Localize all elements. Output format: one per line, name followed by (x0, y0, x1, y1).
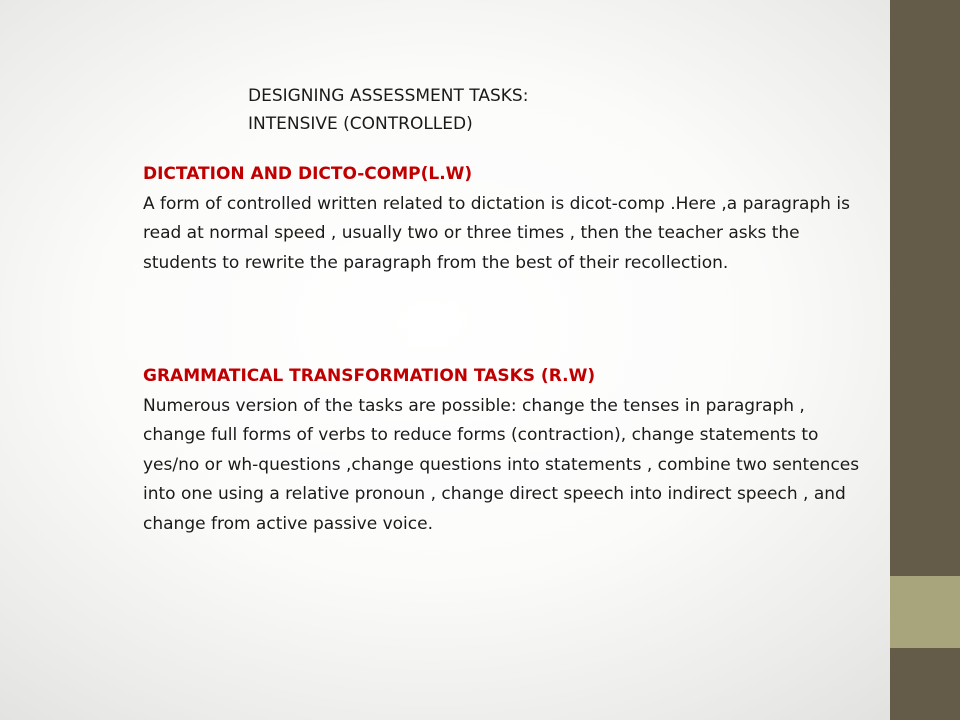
section-body: A form of controlled written related to dictation is dicot-comp .Here ,a paragraph is read at normal speed , usually two or three times , then the teacher asks the students to rewrite the paragraph from the best of their recollection. (143, 193, 850, 273)
section-grammatical-transformation (143, 362, 863, 539)
section-heading: DICTATION AND DICTO-COMP(L.W) (143, 164, 473, 184)
sidebar-band-bottom (890, 648, 960, 720)
section-heading: GRAMMATICAL TRANSFORMATION TASKS (R.W) (143, 366, 596, 386)
section-body: Numerous version of the tasks are possible: change the tenses in paragraph , change full forms of verbs to reduce forms (contraction), change statements to yes/no or wh-questions ,change questions into statements , combine two sentences into one using a relative pronoun , change direct speech into indirect speech , and change from active passive voice. (143, 395, 860, 534)
decorative-sidebar (890, 0, 960, 720)
slide-title (248, 82, 528, 138)
sidebar-band-middle (890, 576, 960, 648)
title-line-1: DESIGNING ASSESSMENT TASKS: (248, 86, 529, 106)
sidebar-band-top (890, 0, 960, 576)
section-dictation (143, 160, 863, 278)
title-line-2: INTENSIVE (CONTROLLED) (248, 114, 473, 134)
